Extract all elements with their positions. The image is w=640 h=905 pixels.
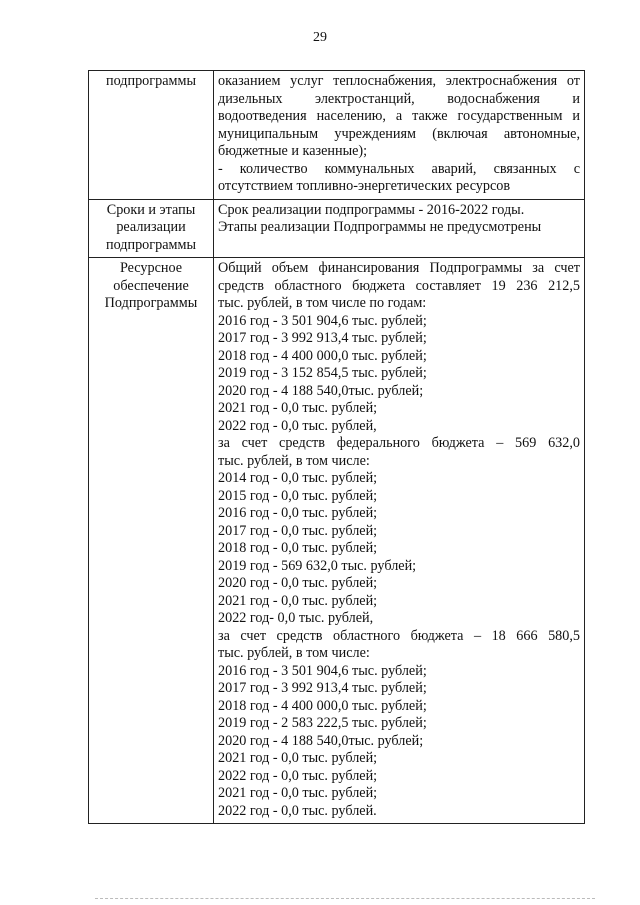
row-content-cell [214, 258, 585, 824]
row-content-cell [214, 199, 585, 258]
row-label-line: обеспечение [113, 277, 189, 294]
row-label-cell [89, 258, 214, 824]
content-line: 2021 год - 0,0 тыс. рублей; [218, 785, 378, 801]
table-row [89, 199, 585, 258]
content-line: 2019 год - 3 152 854,5 тыс. рублей; [218, 365, 427, 381]
content-line: за счет средств областного бюджета – 18 666 580,5 [218, 627, 580, 644]
content-line: 2016 год - 0,0 тыс. рублей; [218, 505, 378, 521]
content-line: 2019 год - 2 583 222,5 тыс. рублей; [218, 715, 427, 731]
subprogram-passport-table [88, 70, 585, 824]
table-row [89, 71, 585, 200]
content-line: 2022 год - 0,0 тыс. рублей, [218, 417, 377, 434]
content-line: 2021 год - 0,0 тыс. рублей; [218, 750, 378, 766]
content-line: 2017 год - 3 992 913,4 тыс. рублей; [218, 330, 427, 346]
content-line: 2016 год - 3 501 904,6 тыс. рублей; [218, 312, 427, 329]
content-line: 2014 год - 0,0 тыс. рублей; [218, 470, 378, 486]
row-content-cell [214, 71, 585, 200]
row-label-line: Подпрограммы [104, 295, 198, 311]
row-label-cell [89, 199, 214, 258]
content-line: бюджетные и казенные); [218, 143, 368, 159]
content-line: 2020 год - 0,0 тыс. рублей; [218, 575, 378, 591]
content-line: 2019 год - 569 632,0 тыс. рублей; [218, 557, 417, 574]
content-line: 2015 год - 0,0 тыс. рублей; [218, 487, 378, 504]
row-label-line: реализации [116, 219, 186, 235]
content-line: 2018 год - 4 400 000,0 тыс. рублей; [218, 697, 427, 714]
content-line: муниципальным учреждениям (включая автономные, [218, 125, 580, 142]
content-line: - количество коммунальных аварий, связанных с [218, 160, 580, 177]
content-line: 2018 год - 0,0 тыс. рублей; [218, 540, 378, 556]
row-label-line: подпрограммы [106, 73, 196, 89]
page-number: 29 [313, 30, 327, 45]
table-body [89, 71, 585, 824]
content-line: дизельных электростанций, водоснабжения и [218, 90, 580, 107]
content-line: 2017 год - 0,0 тыс. рублей; [218, 522, 378, 539]
content-line: тыс. рублей, в том числе: [218, 645, 370, 661]
table-row [89, 258, 585, 824]
content-line: 2018 год - 4 400 000,0 тыс. рублей; [218, 347, 427, 364]
page-bottom-rule [95, 898, 595, 899]
content-line: 2020 год - 4 188 540,0тыс. рублей; [218, 732, 424, 749]
content-line: 2022 год - 0,0 тыс. рублей; [218, 767, 378, 784]
content-line: Срок реализации подпрограммы - 2016-2022 годы. [218, 201, 525, 218]
row-label-line: Ресурсное [119, 260, 183, 276]
content-line: тыс. рублей, в том числе по годам: [218, 295, 427, 311]
row-label-line: подпрограммы [106, 236, 196, 253]
row-label-line: Сроки и этапы [106, 201, 196, 218]
content-line: за счет средств федерального бюджета – 569 632,0 [218, 435, 580, 451]
content-line: Этапы реализации Подпрограммы не предусмотрены [218, 219, 542, 235]
content-line: 2017 год - 3 992 913,4 тыс. рублей; [218, 680, 427, 696]
content-line: Общий объем финансирования Подпрограммы за счет [218, 260, 580, 276]
content-line: 2020 год - 4 188 540,0тыс. рублей; [218, 382, 424, 399]
content-line: тыс. рублей, в том числе: [218, 452, 370, 469]
content-line: оказанием услуг теплоснабжения, электроснабжения от [218, 73, 580, 89]
content-line: 2022 год - 0,0 тыс. рублей. [218, 802, 377, 819]
content-line: 2022 год- 0,0 тыс. рублей, [218, 610, 374, 626]
row-label-cell [89, 71, 214, 200]
content-line: средств областного бюджета составляет 19 236 212,5 [218, 277, 580, 294]
content-line: 2016 год - 3 501 904,6 тыс. рублей; [218, 662, 427, 679]
content-line: отсутствием топливно-энергетических ресурсов [218, 178, 511, 194]
content-line: 2021 год - 0,0 тыс. рублей; [218, 592, 378, 609]
content-line: водоотведения населению, а также государственным и [218, 108, 580, 124]
content-line: 2021 год - 0,0 тыс. рублей; [218, 400, 378, 416]
